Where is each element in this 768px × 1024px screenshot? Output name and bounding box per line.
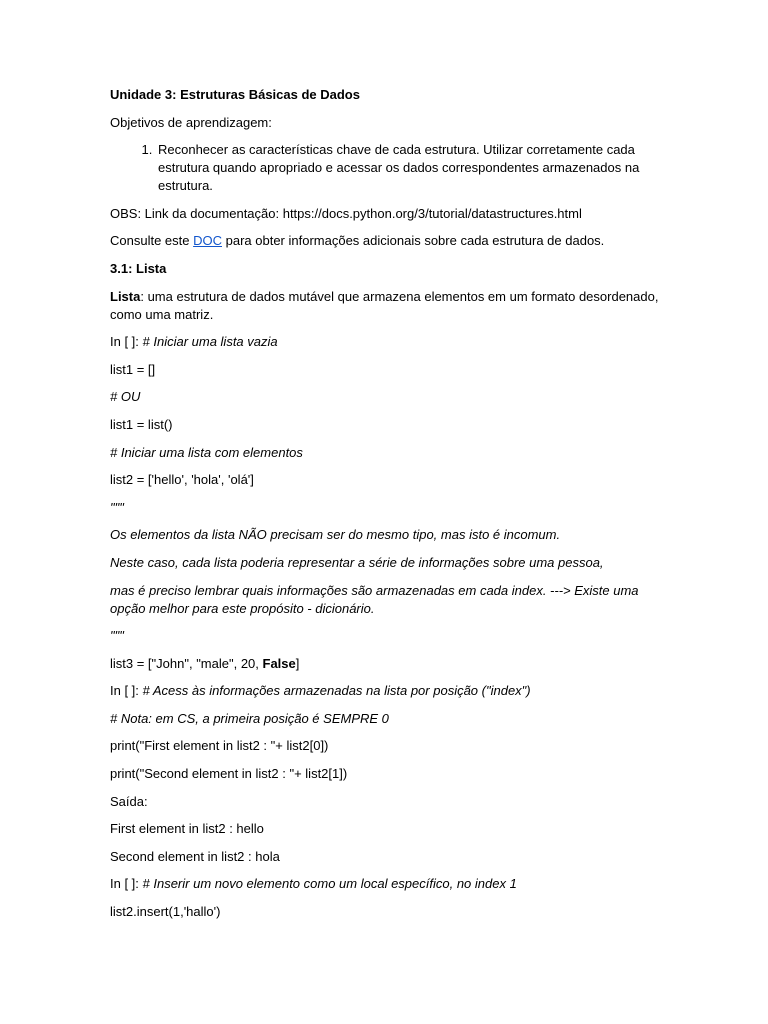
docstring-close: """ [110, 628, 124, 644]
code-line: print("First element in list2 : "+ list2[0]) [110, 738, 329, 754]
code-comment: # Iniciar uma lista vazia [142, 334, 278, 350]
code-in2 [110, 682, 660, 700]
section-heading: 3.1: Lista [110, 260, 167, 276]
definition-term: Lista [110, 288, 141, 304]
consult-text-after: para obter informações adicionais sobre cada estrutura de dados. [222, 233, 605, 249]
consult-text-before: Consulte este [110, 233, 194, 249]
code-comment: # Nota: em CS, a primeira posição é SEMPRE 0 [110, 710, 389, 726]
docstring-line: mas é preciso lembrar quais informações são armazenadas em cada index. ---> Existe uma opção melhor para este propósito - dicionário. [110, 582, 643, 616]
code-line: print("Second element in list2 : "+ list2[1]) [110, 766, 348, 782]
doc-link[interactable]: DOC [193, 233, 222, 249]
code-comment: # Iniciar uma lista com elementos [110, 444, 303, 460]
definition-text: : uma estrutura de dados mutável que armazena elementos em um formato desordenado, como uma matriz. [110, 288, 663, 322]
docstring-line: Neste caso, cada lista poderia representar a série de informações sobre uma pessoa, [110, 554, 604, 570]
in-prompt: In [ ]: [110, 876, 143, 892]
objectives-label: Objetivos de aprendizagem: [110, 114, 272, 130]
code-line: list2 = ['hello', 'hola', 'olá'] [110, 472, 254, 488]
definition [110, 288, 663, 324]
in-prompt: In [ ]: [110, 334, 143, 350]
code-line: list2.insert(1,'hallo') [110, 904, 221, 920]
in-prompt: In [ ]: [110, 683, 143, 699]
code-comment: # Acess às informações armazenadas na lista por posição ("index") [142, 683, 531, 699]
obs-line: OBS: Link da documentação: https://docs.python.org/3/tutorial/datastructures.html [110, 205, 582, 221]
output-line: Second element in list2 : hola [110, 848, 280, 864]
output-label: Saída: [110, 793, 148, 809]
code-comment: # Inserir um novo elemento como um local específico, no index 1 [142, 876, 517, 892]
output-line: First element in list2 : hello [110, 821, 264, 837]
consult-line [110, 232, 660, 250]
code-line: list1 = list() [110, 416, 173, 432]
code-text: list3 = ["John", "male", 20, [110, 655, 263, 671]
docstring-open: """ [110, 499, 124, 515]
code-text: ] [295, 655, 300, 671]
docstring-line: Os elementos da lista NÃO precisam ser do mesmo tipo, mas isto é incomum. [110, 527, 561, 543]
code-line: list1 = [] [110, 361, 156, 377]
code-comment: # OU [110, 389, 141, 405]
code-in3 [110, 875, 660, 893]
code-list3 [110, 655, 660, 673]
objective-item: 1. Reconhecer as características chave de cada estrutura. Utilizar corretamente cada estrutura quando apropriado e acessar os dados correspondentes armazenados na estrutura. [156, 141, 660, 195]
objectives-list [110, 141, 660, 195]
page-title: Unidade 3: Estruturas Básicas de Dados [110, 87, 360, 102]
code-keyword: False [262, 655, 296, 671]
code-in1 [110, 333, 660, 351]
